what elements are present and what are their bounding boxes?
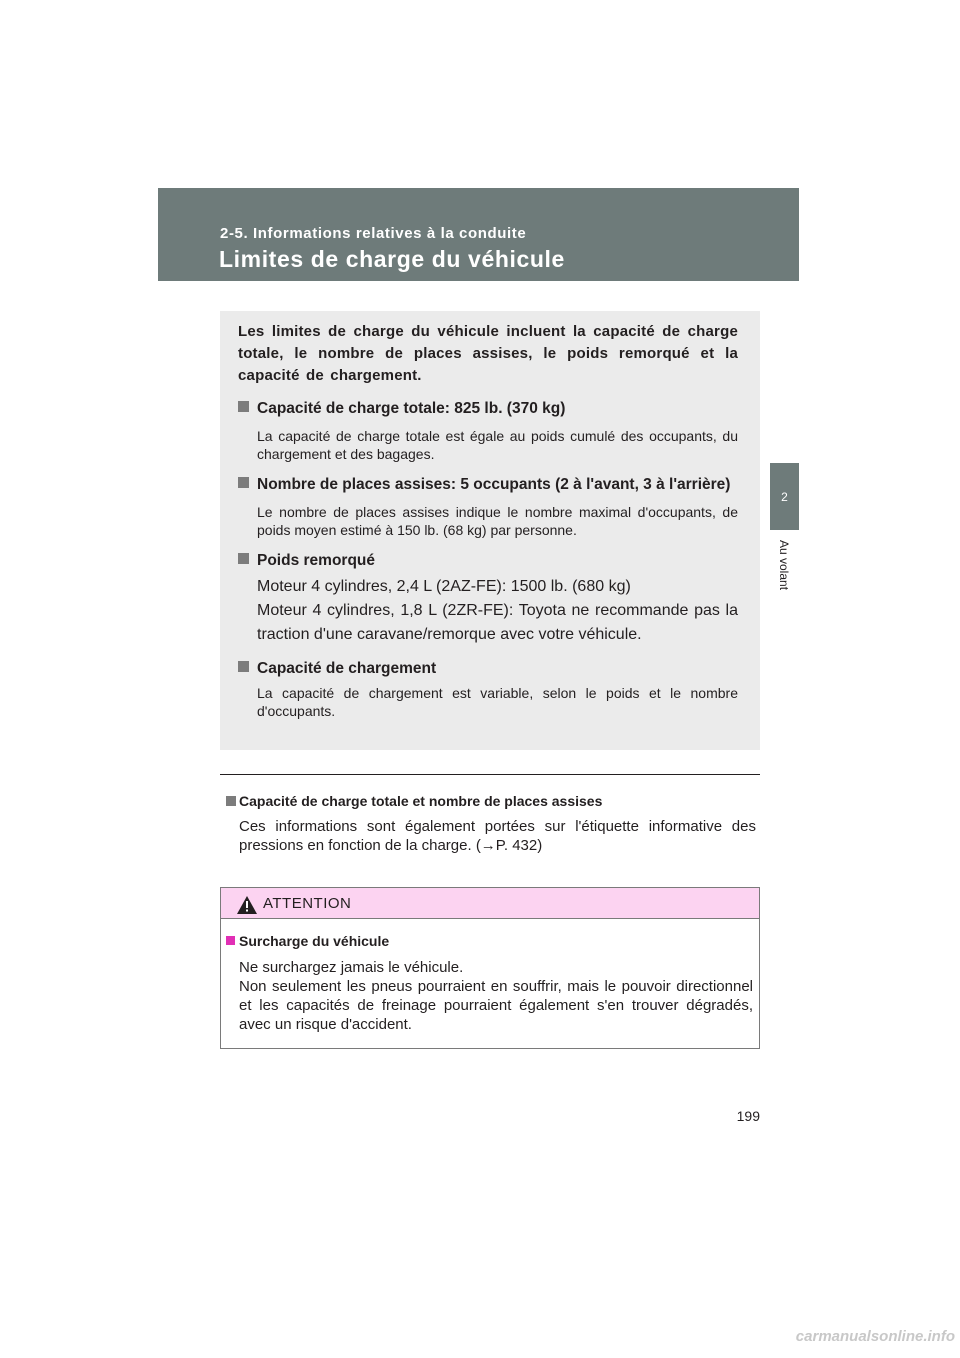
item-body: La capacité de charge totale est égale au poids cumulé des occupants, du chargement et des bagages.	[257, 428, 738, 462]
item-body: Le nombre de places assises indique le nombre maximal d'occupants, de poids moyen estimé à 150 lb. (68 kg) par personne.	[257, 504, 738, 538]
item-heading: Poids remorqué	[257, 552, 375, 569]
caution-body-line: Ne surchargez jamais le véhicule.	[239, 959, 464, 976]
warning-triangle-icon	[237, 896, 257, 914]
square-bullet-icon	[238, 401, 249, 412]
summary-box	[220, 311, 760, 750]
square-bullet-icon	[238, 553, 249, 564]
divider-rule	[220, 774, 760, 775]
item-heading: Capacité de charge totale: 825 lb. (370 kg)	[257, 400, 566, 417]
square-bullet-icon	[226, 936, 235, 945]
page-number: 199	[736, 1108, 760, 1124]
caution-body: Non seulement les pneus pourraient en souffrir, mais le pouvoir directionnel et les capacités de freinage pourraient également s'en trouver dégradés, avec un risque d'accident.	[239, 978, 753, 1033]
summary-intro: Les limites de charge du véhicule incluent la capacité de charge totale, le nombre de places assises, le poids remorqué et la capacité de chargement.	[238, 323, 738, 384]
square-bullet-icon	[238, 661, 249, 672]
chapter-tab-number: 2	[781, 489, 788, 504]
info-note	[226, 792, 756, 855]
summary-item-seating	[238, 473, 738, 539]
caution-title: ATTENTION	[263, 895, 352, 912]
item-body: La capacité de chargement est variable, selon le poids et le nombre d'occupants.	[257, 685, 738, 719]
watermark-text: carmanualsonline.info	[795, 1328, 955, 1345]
summary-item-towing	[238, 549, 738, 647]
summary-item-cargo	[238, 657, 738, 720]
summary-item-total-load	[238, 397, 738, 463]
page-title: Limites de charge du véhicule	[219, 246, 565, 272]
item-body: Moteur 4 cylindres, 2,4 L (2AZ-FE): 1500 lb. (680 kg)	[257, 578, 631, 595]
note-heading: Capacité de charge totale et nombre de places assises	[239, 793, 603, 809]
caution-header	[221, 888, 759, 919]
chapter-tab	[770, 463, 799, 530]
caution-heading: Surcharge du véhicule	[239, 933, 390, 949]
item-body: Moteur 4 cylindres, 1,8 L (2ZR-FE): Toyota ne recommande pas la traction d'une caravane/remorque avec votre véhicule.	[257, 602, 738, 643]
square-bullet-icon	[238, 477, 249, 488]
item-heading: Capacité de chargement	[257, 660, 437, 677]
chapter-tab-label: Au volant	[777, 540, 791, 591]
caution-content	[221, 919, 759, 1034]
chapter-header-band	[158, 188, 799, 281]
item-heading: Nombre de places assises: 5 occupants (2 à l'avant, 3 à l'arrière)	[257, 476, 731, 493]
square-bullet-icon	[226, 796, 236, 806]
caution-box	[220, 887, 760, 1049]
section-label: 2-5. Informations relatives à la conduite	[220, 225, 527, 242]
note-body: Ces informations sont également portées sur l'étiquette informative des pressions en fonction de la charge. (→P. 432)	[239, 818, 756, 854]
